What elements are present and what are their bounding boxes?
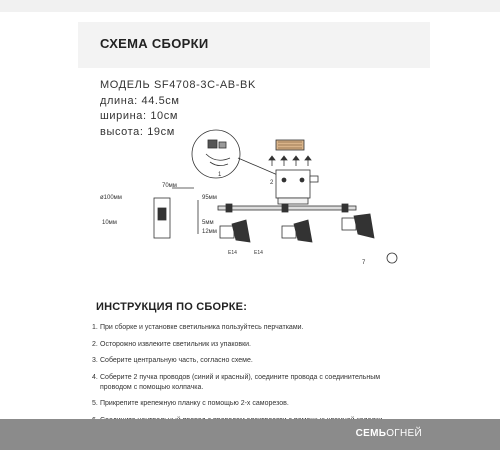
top-strip [0,0,500,12]
spec-length: длина: 44.5см [100,94,180,107]
step-number: 4. [92,373,98,381]
step-text: Прикрепите крепежную планку с помощью 2-х саморезов. [100,400,289,407]
footer-bar [0,419,500,450]
step-number: 2. [92,340,98,348]
dim-d100: ø100мм [100,195,122,201]
list-item [92,323,422,333]
list-item [92,399,422,409]
lamp-label-2: E14 [254,250,263,256]
magnified-detail [192,130,280,178]
lamp-label-1: E14 [228,250,237,256]
list-item [92,356,422,366]
spec-width: ширина: 10см [100,110,179,122]
step-text-continued: проводом с помощью колпачка. [100,383,204,391]
spotlight-3 [342,214,374,238]
dim-10: 10мм [102,220,117,226]
page-title: СХЕМА СБОРКИ [100,36,209,51]
spotlight-2 [282,220,312,242]
step-number: 1. [92,324,98,331]
spec-height: высота: 19см [100,125,175,138]
brand-logo [356,428,422,439]
step-label-2: 2 [270,180,274,186]
list-item [92,373,422,393]
dim-70: 70мм [162,183,177,189]
dim-95: 95мм [202,195,217,201]
side-detail [154,188,198,238]
header-box [78,22,430,68]
instructions-title: ИНСТРУКЦИЯ ПО СБОРКЕ: [96,301,248,313]
canopy [276,170,318,204]
step-text: Осторожно извлеките светильник из упаковки. [100,340,252,348]
step-label-1: 1 [218,172,222,178]
spec-model: МОДЕЛЬ SF4708-3C-AB-BK [100,79,256,91]
step-text: Соберите центральную часть, согласно схеме. [100,357,253,364]
step-number: 3. [92,357,98,364]
dim-12: 12мм [202,229,217,235]
instructions-list [92,323,422,432]
step-label-7: 7 [362,260,366,266]
light-bar [218,204,356,212]
step-number: 5. [92,400,98,407]
dim-5: 5мм [202,220,214,226]
rotation-icon [387,253,397,263]
brand-light: ОГНЕЙ [386,428,422,439]
brand-bold: СЕМЬ [355,428,387,439]
step-text: Соберите 2 пучка проводов (синий и красный), соедините провода с соединительным [100,373,381,381]
spotlight-1 [220,220,250,242]
mount-plate [269,140,311,166]
assembly-diagram [98,118,418,288]
step-text: При сборке и установке светильника пользуйтесь перчатками. [100,324,304,331]
list-item [92,340,422,350]
